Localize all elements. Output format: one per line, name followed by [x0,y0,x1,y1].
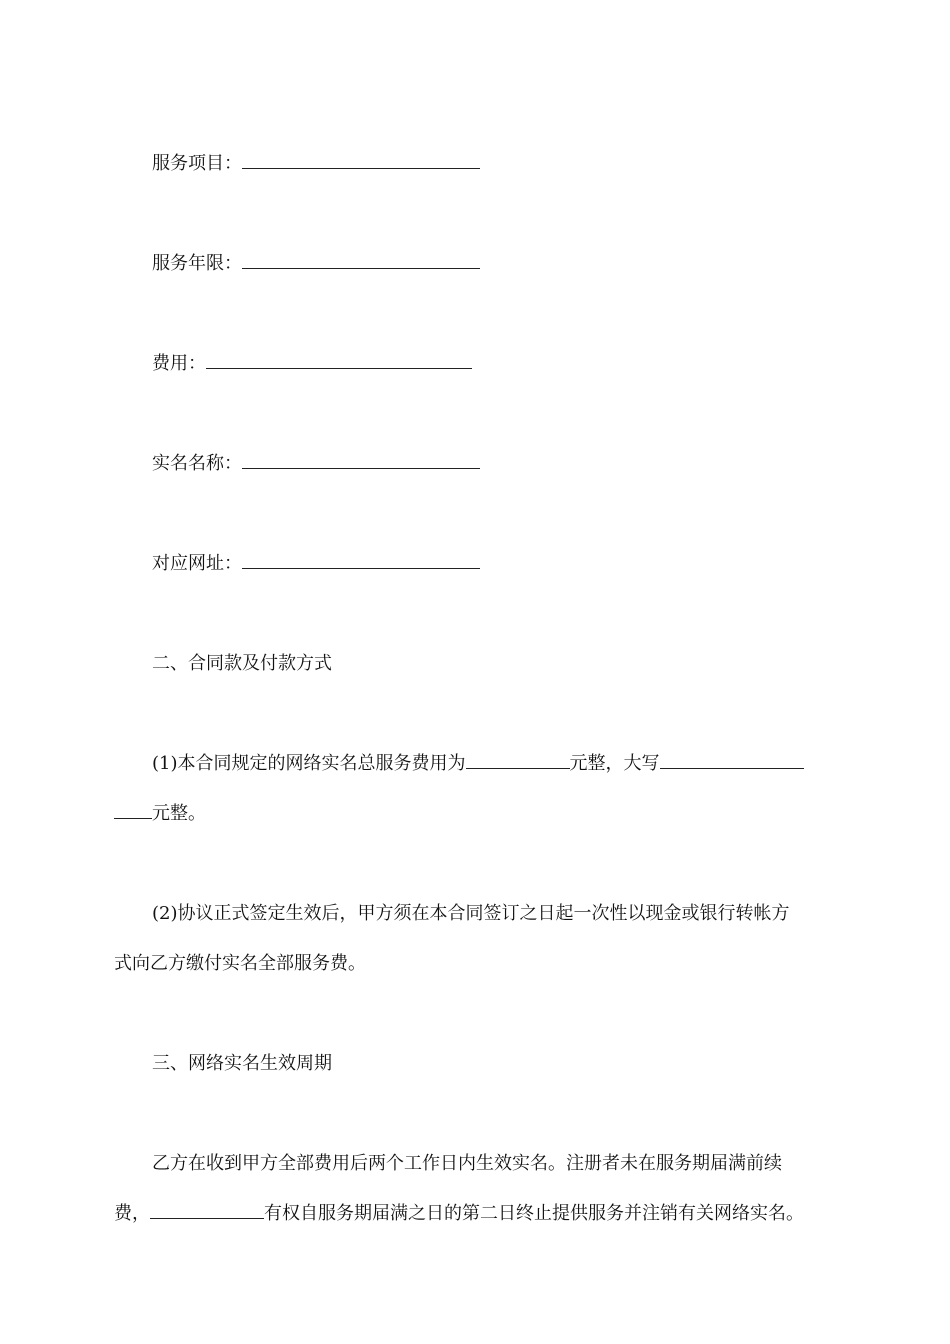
total-fee-blank[interactable] [466,752,570,769]
fee-blank[interactable] [206,352,472,369]
clause1-line2 [114,802,206,826]
clause2-line1: (2)协议正式签定生效后，甲方须在本合同签订之日起一次性以现金或银行转帐方 [152,903,790,924]
section3-para-line1: 乙方在收到甲方全部费用后两个工作日内生效实名。注册者未在服务期届满前续 [152,1153,782,1174]
service-years-field [152,252,480,276]
real-name-label: 实名名称： [152,453,242,474]
service-item-field [152,152,480,176]
section2-heading: 二、合同款及付款方式 [152,653,332,674]
fee-uppercase-blank-2[interactable] [114,802,152,819]
clause2-line2: 式向乙方缴付实名全部服务费。 [114,953,366,974]
service-years-blank[interactable] [242,252,480,269]
clause1-text-c: 元整。 [152,803,206,824]
section3-text-a: 费， [114,1203,150,1224]
fee-uppercase-blank-1[interactable] [660,752,804,769]
fee-field [152,352,472,376]
real-name-blank[interactable] [242,452,480,469]
service-years-label: 服务年限： [152,253,242,274]
url-blank[interactable] [242,552,480,569]
service-item-label: 服务项目： [152,153,242,174]
clause1-text-a: (1)本合同规定的网络实名总服务费用为 [152,753,466,774]
fee-label: 费用： [152,353,206,374]
real-name-field [152,452,480,476]
section3-heading: 三、网络实名生效周期 [152,1053,332,1074]
url-field [152,552,480,576]
service-item-blank[interactable] [242,152,480,169]
section3-text-b: 有权自服务期届满之日的第二日终止提供服务并注销有关网络实名。 [264,1203,804,1224]
section3-para-line2 [114,1202,804,1226]
clause1-line1 [152,752,804,776]
clause1-text-b: 元整，大写 [569,753,660,774]
url-label: 对应网址： [152,553,242,574]
party-blank[interactable] [150,1202,264,1219]
